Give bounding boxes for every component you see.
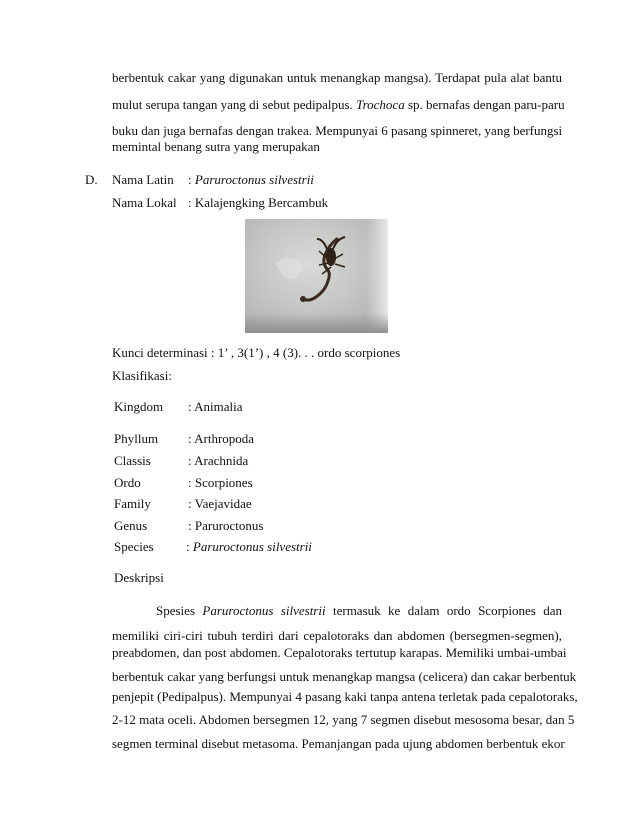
latin-name-value bbox=[188, 172, 314, 188]
description-line-1 bbox=[156, 603, 562, 619]
trochoca-genus: Trochoca bbox=[356, 97, 405, 112]
kingdom-label: Kingdom bbox=[114, 399, 164, 414]
description-species-name: Paruroctonus silvestrii bbox=[202, 603, 326, 618]
description-line-4: berbentuk cakar yang berfungsi untuk menangkap mangsa (celicera) dan cakar berbentuk bbox=[112, 669, 577, 684]
species-name: Paruroctonus silvestrii bbox=[192, 539, 312, 554]
latin-name-colon: : bbox=[188, 172, 195, 187]
description-line-5: penjepit (Pedipalpus). Mempunyai 4 pasang kaki tanpa antena terletak pada cepalotoraks, bbox=[112, 689, 578, 704]
scorpion-icon bbox=[245, 219, 388, 333]
latin-name-text: Paruroctonus silvestrii bbox=[194, 172, 314, 187]
local-name-value: : Kalajengking Bercambuk bbox=[188, 195, 329, 210]
classis-label: Classis bbox=[114, 453, 151, 468]
genus-label: Genus bbox=[114, 518, 148, 533]
intro-line-1: berbentuk cakar yang digunakan untuk menangkap mangsa). Terdapat pula alat bantu bbox=[112, 70, 562, 85]
section-marker: D. bbox=[85, 172, 98, 187]
species-colon: : bbox=[186, 539, 193, 554]
description-line-1-text: Spesies bbox=[156, 603, 203, 618]
species-label: Species bbox=[114, 539, 154, 554]
intro-line-2-rest: sp. bernafas dengan paru-paru bbox=[404, 97, 565, 112]
description-line-2: memiliki ciri-ciri tubuh terdiri dari cepalotoraks dan abdomen (bersegmen-segmen), bbox=[112, 628, 562, 643]
intro-line-4: memintal benang sutra yang merupakan bbox=[112, 139, 320, 154]
intro-line-2 bbox=[112, 97, 565, 113]
ordo-value: : Scorpiones bbox=[188, 475, 253, 490]
species-value bbox=[186, 539, 312, 555]
determination-key: Kunci determinasi : 1’ , 3(1’) , 4 (3). . . ordo scorpiones bbox=[112, 345, 401, 360]
family-value: : Vaejavidae bbox=[188, 496, 252, 511]
description-heading: Deskripsi bbox=[114, 570, 164, 585]
local-name-label: Nama Lokal bbox=[112, 195, 177, 210]
latin-name-label: Nama Latin bbox=[112, 172, 174, 187]
description-line-7: segmen terminal disebut metasoma. Pemanjangan pada ujung abdomen berbentuk ekor bbox=[112, 736, 565, 751]
classis-value: : Arachnida bbox=[188, 453, 249, 468]
kingdom-value: : Animalia bbox=[188, 399, 243, 414]
classification-heading: Klasifikasi: bbox=[112, 368, 172, 383]
phyllum-label: Phyllum bbox=[114, 431, 159, 446]
scorpion-photo bbox=[245, 219, 388, 333]
ordo-label: Ordo bbox=[114, 475, 141, 490]
genus-value: : Paruroctonus bbox=[188, 518, 264, 533]
family-label: Family bbox=[114, 496, 151, 511]
intro-line-3: buku dan juga bernafas dengan trakea. Mempunyai 6 pasang spinneret, yang berfungsi bbox=[112, 123, 563, 138]
description-line-3: preabdomen, dan post abdomen. Cepalotoraks tertutup karapas. Memiliki umbai-umbai bbox=[112, 645, 567, 660]
description-line-6: 2-12 mata oceli. Abdomen bersegmen 12, yang 7 segmen disebut mesosoma besar, dan 5 bbox=[112, 712, 575, 727]
intro-line-2-text: mulut serupa tangan yang di sebut pedipalpus. bbox=[112, 97, 357, 112]
description-line-1-rest: termasuk ke dalam ordo Scorpiones dan bbox=[325, 603, 563, 618]
phyllum-value: : Arthropoda bbox=[188, 431, 255, 446]
